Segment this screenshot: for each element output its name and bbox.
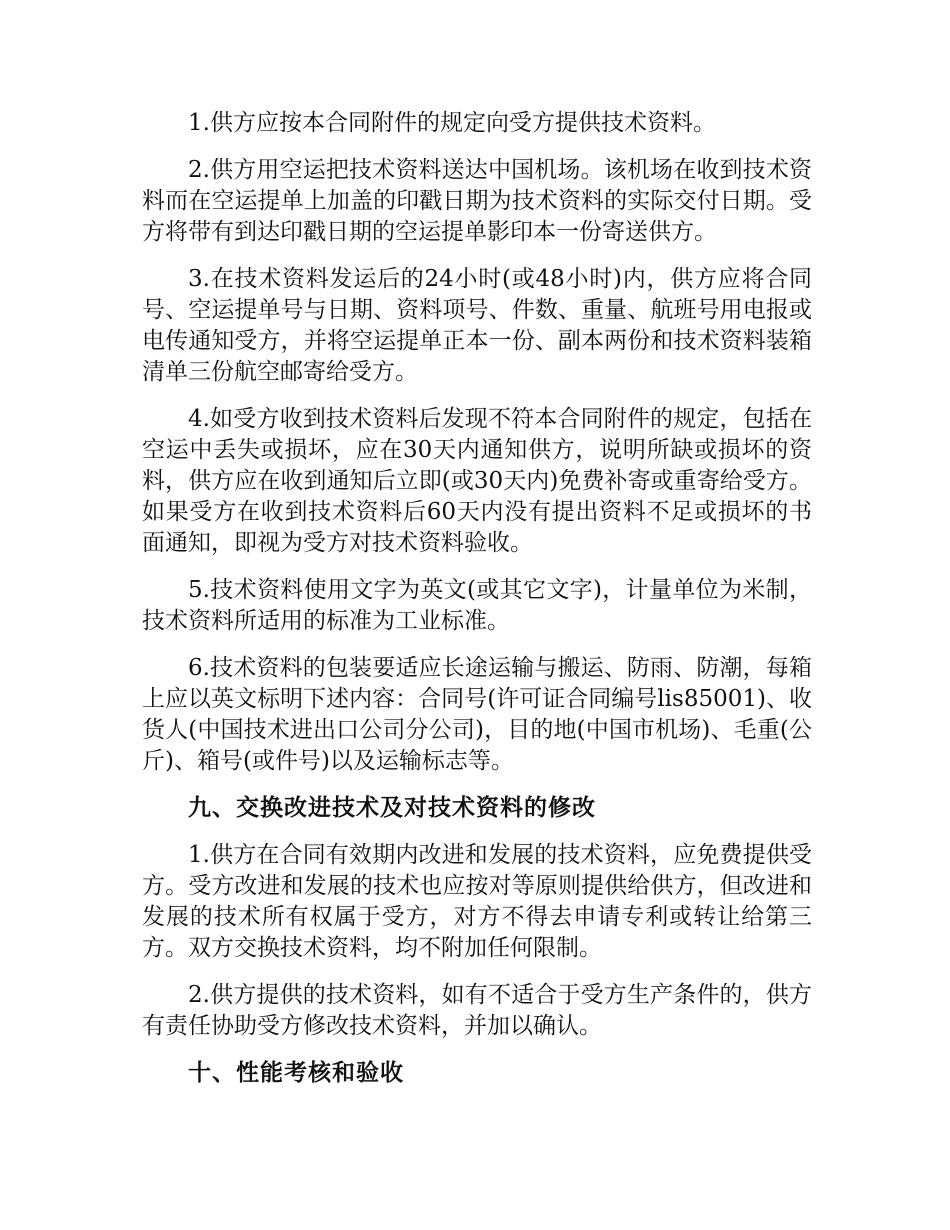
paragraph-8-6: 6.技术资料的包装要适应长途运输与搬运、防雨、防潮，每箱上应以英文标明下述内容：合同号(许可证合同编号lis85001)、收货人(中国技术进出口公司分公司)，目的地(中国市机场)、毛重(公斤)、箱号(或件号)以及运输标志等。 <box>142 655 812 774</box>
paragraph-8-1: 1.供方应按本合同附件的规定向受方提供技术资料。 <box>188 110 716 136</box>
paragraph-8-3: 3.在技术资料发运后的24小时(或48小时)内，供方应将合同号、空运提单号与日期、资料项号、件数、重量、航班号用电报或电传通知受方，并将空运提单正本一份、副本两份和技术资料装箱清单三份航空邮寄给受方。 <box>142 266 812 385</box>
paragraph-9-1: 1.供方在合同有效期内改进和发展的技术资料，应免费提供受方。受方改进和发展的技术也应按对等原则提供给供方，但改进和发展的技术所有权属于受方，对方不得去申请专利或转让给第三方。双方交换技术资料，均不附加任何限制。 <box>142 842 812 961</box>
document-body <box>142 108 812 1105</box>
section-heading-10: 十、性能考核和验收 <box>188 1060 404 1086</box>
paragraph-8-2: 2.供方用空运把技术资料送达中国机场。该机场在收到技术资料而在空运提单上加盖的印戳日期为技术资料的实际交付日期。受方将带有到达印戳日期的空运提单影印本一份寄送供方。 <box>142 157 812 245</box>
section-heading-9: 九、交换改进技术及对技术资料的修改 <box>188 795 596 821</box>
paragraph-8-5: 5.技术资料使用文字为英文(或其它文字)，计量单位为米制，技术资料所适用的标准为工业标准。 <box>142 577 812 634</box>
paragraph-9-2: 2.供方提供的技术资料，如有不适合于受方生产条件的，供方有责任协助受方修改技术资料，并加以确认。 <box>142 982 812 1039</box>
paragraph-8-4: 4.如受方收到技术资料后发现不符本合同附件的规定，包括在空运中丢失或损坏，应在30天内通知供方，说明所缺或损坏的资料，供方应在收到通知后立即(或30天内)免费补寄或重寄给受方。如果受方在收到技术资料后60天内没有提出资料不足或损坏的书面通知，即视为受方对技术资料验收。 <box>142 406 812 556</box>
